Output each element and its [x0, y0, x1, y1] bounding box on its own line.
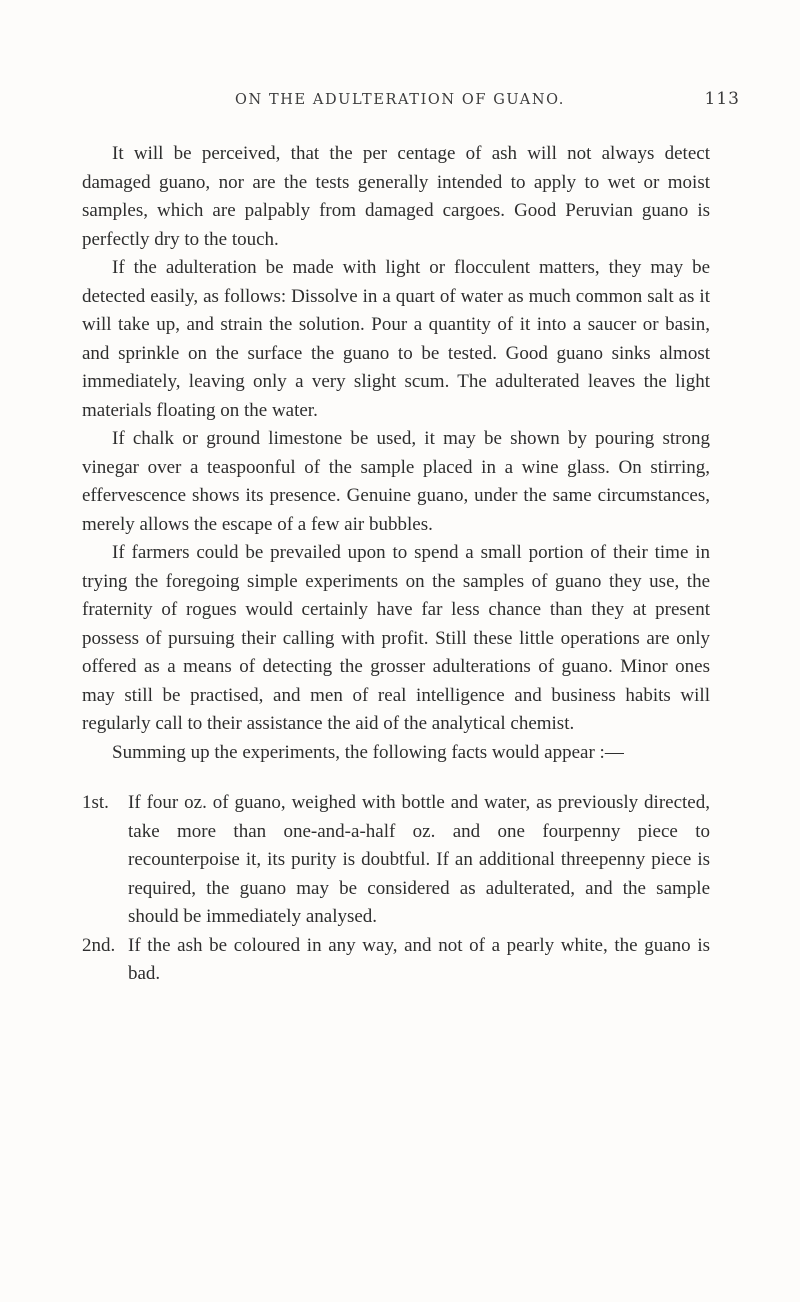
body-text: [82, 140, 710, 989]
paragraph-ash-test: It will be perceived, that the per centage of ash will not always detect damaged guano, nor are the tests generally intended to apply to wet or moist samples, which are palpably from damaged cargoes. Good Peruvian guano is perfectly dry to the touch.: [82, 143, 710, 250]
page-number: 113: [704, 89, 740, 109]
list-item-label: 1st.: [82, 792, 109, 813]
paragraph-farmers: If farmers could be prevailed upon to spend a small portion of their time in trying the foregoing simple experiments on the samples of guano they use, the fraternity of rogues would certainly have far less chance than they at present possess of pursuing their calling with profit. Still these little operations are only offered as a means of detecting the grosser adulterations of guano. Minor ones may still be practised, and men of real intelligence and business habits will regularly call to their assistance the aid of the analytical chemist.: [82, 542, 710, 734]
list-item-label: 2nd.: [82, 934, 116, 956]
list-item: [82, 932, 710, 989]
list-item-text: If four oz. of guano, weighed with bottle and water, as previously directed, take more than one-and-a-half oz. and one fourpenny piece to recounterpoise it, its purity is doubtful. If an additional threepenny piece is required, the guano may be considered as adulterated, and the sample should be immediately analysed.: [128, 792, 710, 927]
running-head: [60, 86, 740, 116]
list-item: [82, 789, 710, 932]
paragraph-salt-water-test: If the adulteration be made with light or flocculent matters, they may be detected easily, as follows: Dissolve in a quart of water as much common salt as it will take up, and strain the solution. Pour a quantity of it into a saucer or basin, and sprinkle on the surface the guano to be tested. Good guano sinks almost immediately, leaving only a very slight scum. The adulterated leaves the light materials floating on the water.: [82, 257, 710, 421]
running-title: ON THE ADULTERATION OF GUANO.: [234, 92, 565, 108]
paragraph-summary: Summing up the experiments, the following facts would appear :—: [112, 741, 624, 763]
list-item-text: If the ash be coloured in any way, and not of a pearly white, the guano is bad.: [128, 934, 710, 984]
paragraph-vinegar-test: If chalk or ground limestone be used, it may be shown by pouring strong vinegar over a teaspoonful of the sample placed in a wine glass. On stirring, effervescence shows its presence. Genuine guano, under the same circumstances, merely allows the escape of a few air bubbles.: [82, 428, 710, 535]
